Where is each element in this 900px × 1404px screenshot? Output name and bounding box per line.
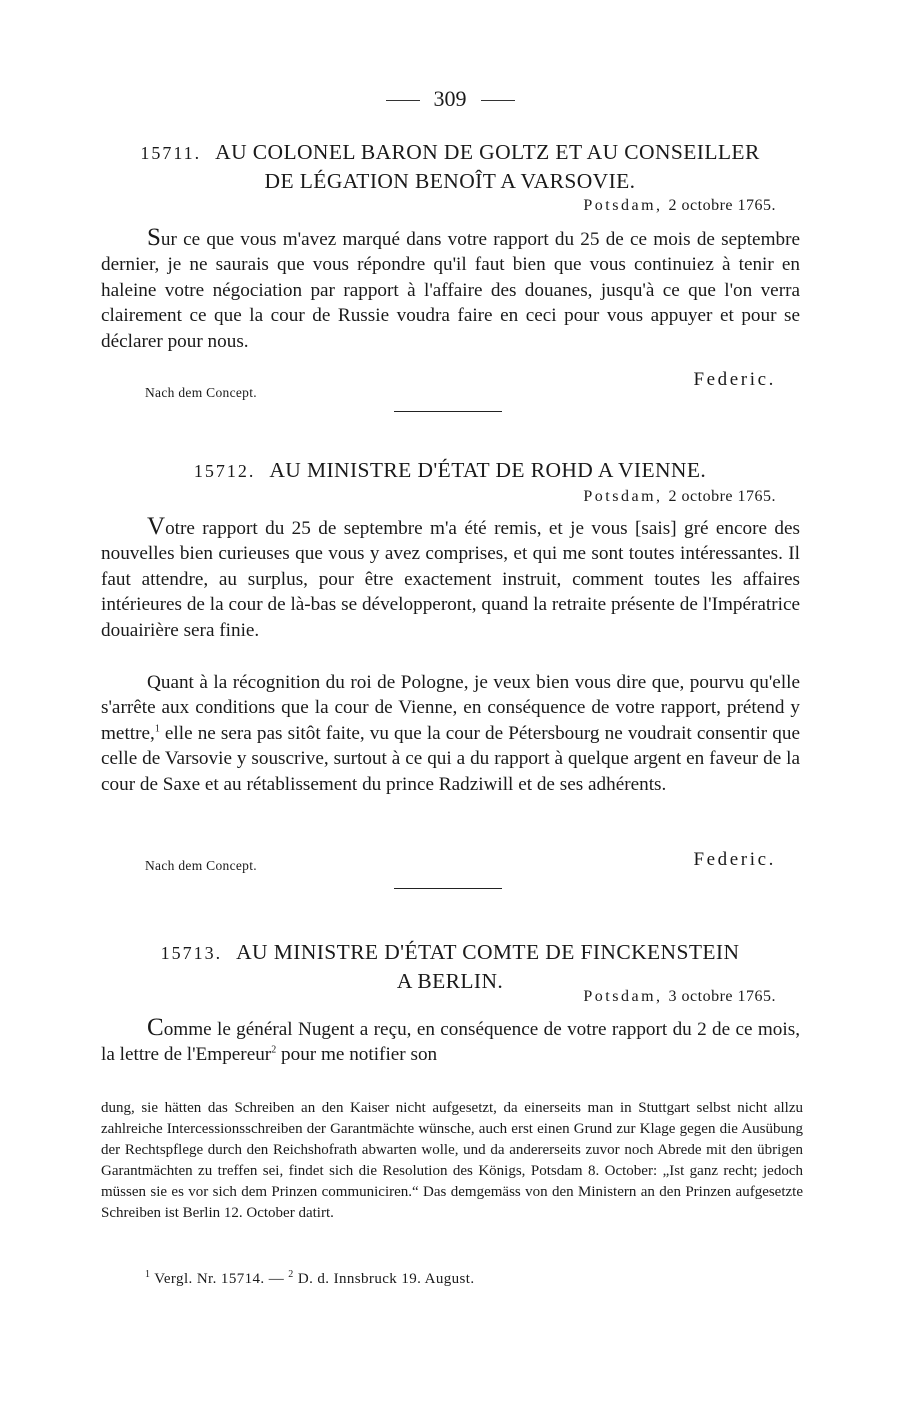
footnote-references <box>145 1271 475 1288</box>
footnote-block <box>101 1098 803 1224</box>
letter-title: AU COLONEL BARON DE GOLTZ ET AU CONSEILLER <box>215 140 760 164</box>
letter-dateline <box>583 488 776 506</box>
letter-title: AU MINISTRE D'ÉTAT DE ROHD A VIENNE. <box>269 458 707 482</box>
footnote-continuation: dung, sie hätten das Schreiben an den Kaiser nicht aufgesetzt, da einerseits man in Stuttgart selbst nicht allzu zahlreiche Intercessionsschreiben der Garantmächte wünsche, auch erst einen Grund zur Klage gegen die Ausübung der Rechtspflege durch den Reichshofrath abwarten wolle, und da andererseits zuvor noch Abrede mit den übrigen Garantmächten zu treffen sei, findet sich die Resolution des Königs, Potsdam 8. October: „Ist ganz recht; jedoch müssen sie es vor sich dem Prinzen communiciren.“ Das demgemäss von den Ministern an den Prinzen aufgesetzte Schreiben ist Berlin 12. October datirt. <box>101 1100 803 1221</box>
footnote-mark: 1 <box>145 1269 151 1280</box>
letter-number: 15712. <box>193 461 256 481</box>
footnote-separator: — <box>268 1271 285 1287</box>
letter-heading <box>100 938 800 995</box>
letter-place: Potsdam, <box>583 488 663 505</box>
paragraph-text: elle ne sera pas sitôt faite, vu que la cour de Pétersbourg ne voudrait consentir que celle de Varsovie y souscrive, surtout à ce qui a du rapport à quelque argent en faveur de la cour de Saxe et au rétablissement du prince Radziwill et de ses adhérents. <box>101 722 800 795</box>
letter-place: Potsdam, <box>583 197 663 214</box>
footnote-marker: 2 <box>271 1045 277 1057</box>
footnote-marker: 1 <box>154 723 160 735</box>
letter-number: 15711. <box>140 143 202 163</box>
letter-title: AU MINISTRE D'ÉTAT COMTE DE FINCKENSTEIN <box>236 940 740 964</box>
letter-date: 2 octobre 1765. <box>668 197 776 214</box>
letter-heading <box>100 138 800 195</box>
letter-paragraph <box>101 1015 800 1068</box>
letter-date: 3 octobre 1765. <box>668 988 776 1005</box>
paragraph-initial: V <box>147 513 166 540</box>
paragraph-text: Quant à la récognition du roi de Pologne, je veux bien vous dire que, pourvu qu'elle s'arrête aux conditions que la cour de Vienne, en conséquence de votre rapport, prétend y mettre, <box>101 672 800 744</box>
letter-heading <box>100 456 800 485</box>
page-number: 309 <box>433 86 467 111</box>
signature: Federic. <box>693 369 776 390</box>
footnote-2: D. d. Innsbruck 19. August. <box>297 1271 475 1287</box>
header-rule-left <box>386 100 420 101</box>
footnote-1: Vergl. Nr. 15714. <box>154 1271 265 1287</box>
paragraph-initial: S <box>147 224 161 251</box>
letter-dateline <box>583 197 776 215</box>
section-divider <box>394 411 502 412</box>
signature: Federic. <box>693 849 776 870</box>
header-rule-right <box>481 100 515 101</box>
paragraph-text: omme le général Nugent a reçu, en conséquence de votre rapport du 2 de ce mois, la lettre de l'Empereur <box>101 1019 800 1066</box>
letter-dateline <box>583 988 776 1006</box>
letter-paragraph <box>101 225 800 354</box>
letter-place: Potsdam, <box>583 988 663 1005</box>
source-note: Nach dem Concept. <box>145 858 257 873</box>
page-header <box>0 86 900 112</box>
section-divider <box>394 888 502 889</box>
footnote-mark: 2 <box>288 1269 294 1280</box>
paragraph-text: otre rapport du 25 de septembre m'a été remis, et je vous [sais] gré encore des nouvelles bien curieuses que vous y avez comprises, et qui me sont toutes intéressantes. Il faut attendre, au surplus, pour être exactement instruit, comment toutes les affaires intérieures de la cour de là-bas se développeront, quand la retraite présente de l'Impératrice douairière sera finie. <box>101 518 800 641</box>
letter-date: 2 octobre 1765. <box>668 488 776 505</box>
letter-paragraph <box>101 514 800 643</box>
letter-number: 15713. <box>160 943 223 963</box>
letter-title-continued: DE LÉGATION BENOÎT A VARSOVIE. <box>264 169 636 193</box>
letter-paragraph <box>101 670 800 797</box>
paragraph-text: pour me notifier son <box>276 1044 438 1066</box>
letter-title-continued: A BERLIN. <box>396 969 504 993</box>
source-note: Nach dem Concept. <box>145 385 257 400</box>
paragraph-text: ur ce que vous m'avez marqué dans votre rapport du 25 de ce mois de septembre dernier, je ne saurais que vous répondre qu'il faut bien que vous continuiez à tenir en haleine votre négociation par rapport à l'affaire des douanes, jusqu'à ce que l'on verra clairement ce que la cour de Russie voudra faire en ceci pour vous appuyer et pour se déclarer pour nous. <box>101 229 800 352</box>
paragraph-initial: C <box>147 1014 164 1041</box>
